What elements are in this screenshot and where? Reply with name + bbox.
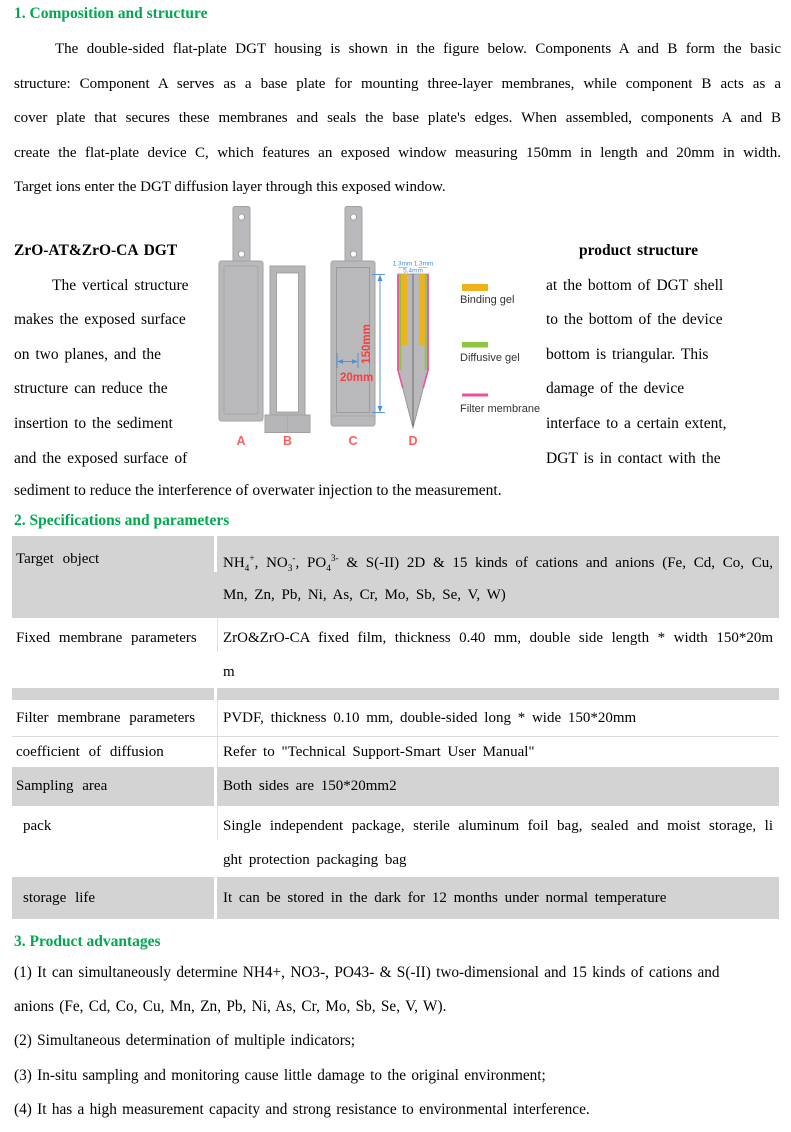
advantage-line: (1) It can simultaneously determine NH4+, NO3-, PO43- & S(-II) two-dimensional and 15 kinds of cations and: [14, 964, 720, 981]
table-row-diffusion-coefficient: [12, 736, 779, 767]
table-row-pack: [12, 806, 779, 877]
figure-wrap-text-left: [14, 234, 199, 476]
binding-gel-layer: [401, 274, 407, 345]
table-row-target-object: [12, 536, 779, 618]
row-value: ZrO&ZrO-CA fixed film, thickness 0.40 mm, double side length * width 150*20m m: [223, 630, 773, 680]
row-label: pack: [12, 806, 217, 840]
paragraph-line: The double-sided flat-plate DGT housing is shown in the figure below. Components A and B form the basic: [55, 41, 781, 57]
table-row-storage-life: [12, 877, 779, 919]
diffusive-gel-label: Diffusive gel: [460, 352, 520, 364]
row-value: $NH_4^+$, $NO_3^-$, $PO_4^{3-}$ & S(-II) 2D & 15 kinds of cations and anions (Fe, Cd, Co, Cu, Mn, Zn, Pb, Ni, As, Cr, Mo, Sb, Se, V, W): [223, 554, 773, 603]
advantage-line: (2) Simultaneous determination of multiple indicators;: [14, 1032, 355, 1050]
table-spacer-row: [12, 688, 779, 700]
table-row-sampling-area: [12, 767, 779, 806]
table-row-filter-membrane: [12, 700, 779, 736]
advantage-line: (4) It has a high measurement capacity and strong resistance to environmental interference.: [14, 1100, 590, 1118]
row-value: Refer to "Technical Support-Smart User Manual": [223, 744, 535, 760]
section1-heading: 1. Composition and structure: [14, 5, 208, 22]
filter-membrane-label: Filter membrane: [460, 403, 541, 415]
component-a-base-plate: [219, 207, 263, 422]
advantage-line: anions (Fe, Cd, Co, Cu, Mn, Zn, Pb, Ni, As, Cr, Mo, Sb, Se, V, W).: [14, 998, 447, 1016]
wrap-line: on two planes, and the: [14, 345, 162, 363]
wrap-line: and the exposed surface of: [14, 449, 188, 467]
wrap-line: bottom is triangular. This: [546, 345, 709, 363]
specifications-table: [12, 536, 779, 919]
wrap-line: makes the exposed surface: [14, 311, 186, 329]
paragraph-line: structure: Component A serves as a base plate for mounting three-layer membranes, while component B acts as a: [14, 75, 781, 92]
row-value: Single independent package, sterile aluminum foil bag, sealed and moist storage, li ght protection packaging bag: [223, 818, 773, 868]
dimension-width-label: 20mm: [340, 372, 374, 384]
figure-wrap-text-right: [546, 234, 786, 476]
section1-paragraph: [14, 32, 781, 205]
row-value: It can be stored in the dark for 12 months under normal temperature: [223, 890, 667, 906]
filter-membrane-swatch: [462, 394, 488, 397]
section1-closing-line: sediment to reduce the interference of overwater injection to the measurement.: [14, 482, 502, 499]
wrap-line: damage of the device: [546, 380, 685, 398]
row-label: Target object: [12, 536, 217, 572]
table-row-fixed-membrane: [12, 618, 779, 688]
wrap-line: DGT is in contact with the: [546, 449, 721, 467]
dgt-structure-figure: [212, 204, 542, 452]
wrap-line: insertion to the sediment: [14, 414, 173, 432]
dimension-d-top-labels: [393, 261, 434, 275]
component-d-cross-section: [398, 274, 428, 428]
label-b: B: [282, 434, 293, 448]
paragraph-line: Target ions enter the DGT diffusion layer through this exposed window.: [14, 179, 446, 196]
binding-gel-label: Binding gel: [460, 294, 515, 306]
row-label: Fixed membrane parameters: [12, 618, 217, 652]
label-a: A: [236, 434, 246, 448]
diffusive-gel-layer: [425, 274, 427, 370]
component-b-cover-frame: [265, 266, 310, 433]
diffusive-gel-swatch: [462, 342, 488, 348]
dimension-length-label: 150mm: [361, 324, 373, 364]
mount-hole-icon: [239, 214, 245, 220]
row-label: Sampling area: [12, 767, 217, 806]
mount-hole-icon: [351, 251, 357, 257]
mount-hole-icon: [239, 251, 245, 257]
wrap-line: product structure: [579, 242, 698, 259]
wrap-line: structure can reduce the: [14, 380, 168, 398]
section3-heading: 3. Product advantages: [14, 933, 161, 950]
row-value: PVDF, thickness 0.10 mm, double-sided long * wide 150*20mm: [223, 710, 637, 726]
row-label: storage life: [12, 877, 217, 919]
label-c: C: [348, 434, 358, 448]
row-label: coefficient of diffusion: [12, 737, 217, 767]
wrap-line: interface to a certain extent,: [546, 414, 727, 432]
binding-gel-layer: [419, 274, 425, 345]
wrap-line: to the bottom of the device: [546, 311, 723, 329]
component-letter-labels: [236, 434, 417, 448]
svg-text:5.4mm: 5.4mm: [403, 267, 423, 275]
wrap-line: at the bottom of DGT shell: [546, 276, 724, 294]
section2-heading: 2. Specifications and parameters: [14, 512, 230, 529]
paragraph-line: cover plate that secures these membranes and seals the base plate's edges. When assembled, components A and B: [14, 110, 781, 127]
advantages-list: [14, 956, 788, 1127]
svg-text:1.3mm: 1.3mm: [413, 260, 434, 268]
row-label: Filter membrane parameters: [12, 700, 217, 736]
binding-gel-swatch: [462, 284, 488, 291]
component-c-assembled-device: [331, 207, 375, 427]
mount-hole-icon: [351, 214, 357, 220]
svg-text:1.3mm: 1.3mm: [392, 260, 413, 268]
figure-legend: [460, 284, 540, 415]
label-d: D: [408, 434, 418, 448]
paragraph-line: create the flat-plate device C, which features an exposed window measuring 150mm in length and 20mm in width.: [14, 144, 781, 161]
advantage-line: (3) In-situ sampling and monitoring cause little damage to the original environment;: [14, 1066, 546, 1084]
row-value: Both sides are 150*20mm2: [223, 778, 397, 794]
diffusive-gel-layer: [399, 274, 401, 370]
wrap-line: The vertical structure: [52, 276, 189, 294]
wrap-line: ZrO-AT&ZrO-CA DGT: [14, 242, 178, 259]
